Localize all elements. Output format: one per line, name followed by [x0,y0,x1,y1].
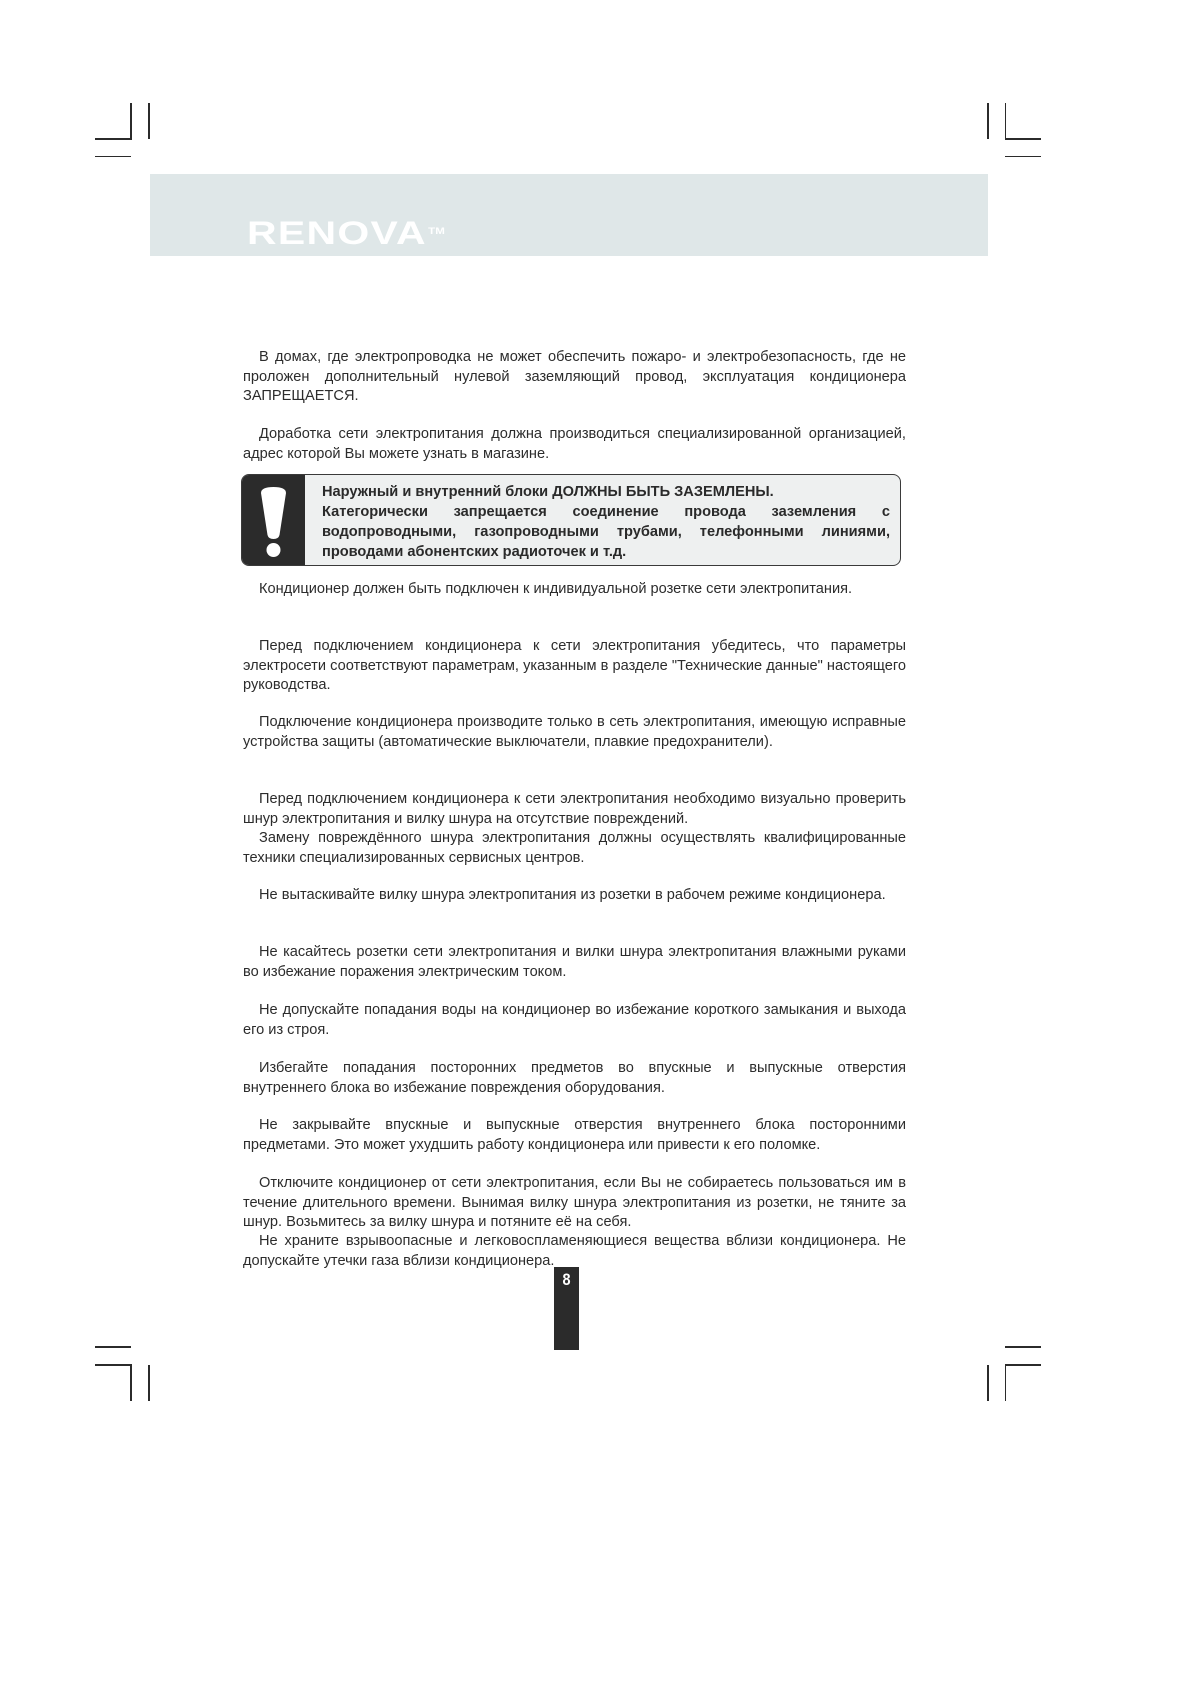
paragraph-text: Избегайте попадания посторонних предметов во впускные и выпускные отверстия внутреннего блока во избежание повреждения оборудования. [243,1060,906,1096]
paragraph-text: Перед подключением кондиционера к сети электропитания необходимо визуально проверить шнур электропитания и вилку шнура на отсутствие повреждений. [243,791,906,827]
crop-mark-bottom-left-h1 [95,1346,131,1348]
paragraph-text: Замену повреждённого шнура электропитания должны осуществлять квалифицированные техники специализированных сервисных центров. [243,830,906,866]
paragraph-do-not-unplug [243,886,906,906]
crop-mark-top-left-h2 [95,156,131,157]
paragraph-replace-cord [243,829,906,868]
warning-icon-panel [242,475,305,565]
paragraph-network-upgrade [243,425,906,464]
paragraph-text: Кондиционер должен быть подключен к индивидуальной розетке сети электропитания. [259,581,853,597]
paragraph-text: Доработка сети электропитания должна производиться специализированной организацией, адрес которой Вы можете узнать в магазине. [243,426,906,462]
paragraph-text: В домах, где электропроводка не может обеспечить пожаро- и электробезопасность, где не проложен дополнительный нулевой заземляющий провод, эксплуатация кондиционера ЗАПРЕЩАЕТСЯ. [243,349,906,404]
warning-text [322,482,890,562]
paragraph-check-parameters [243,637,906,696]
exclamation-icon [242,475,305,565]
paragraph-text: Не закрывайте впускные и выпускные отверстия внутреннего блока посторонними предметами. Это может ухудшить работу кондиционера или привести к его поломке. [243,1117,906,1153]
crop-mark-bottom-left-h2 [95,1364,132,1366]
paragraph-text: Не допускайте попадания воды на кондиционер во избежание короткого замыкания и выхода его из строя. [243,1002,906,1038]
paragraph-protection-devices [243,713,906,752]
crop-mark-top-left-v1 [130,103,132,140]
page-number-tab [554,1267,579,1350]
crop-mark-top-left-v2 [148,103,150,139]
page-number: 8 [562,1270,571,1289]
warning-line-1: Наружный и внутренний блоки ДОЛЖНЫ БЫТЬ ЗАЗЕМЛЕНЫ. [322,484,774,500]
warning-box [241,474,901,566]
crop-mark-bottom-right-v1 [987,1365,989,1401]
paragraph-grounding-required [243,348,906,407]
paragraph-foreign-objects [243,1059,906,1098]
paragraph-wet-hands [243,943,906,982]
paragraph-inspect-cord [243,790,906,829]
crop-mark-bottom-left-v2 [148,1365,150,1401]
paragraph-individual-socket [243,580,906,600]
warning-line-2: Категорически запрещается соединение провода заземления с водопроводными, газопроводными трубами, телефонными линиями, проводами абонентских радиоточек и т.д. [322,504,890,560]
crop-mark-bottom-right-h2 [1005,1364,1041,1366]
crop-mark-top-right-v1 [987,103,989,139]
paragraph-water [243,1001,906,1040]
crop-mark-top-right-h2 [1005,156,1041,157]
paragraph-flammables [243,1232,906,1271]
paragraph-text: Не касайтесь розетки сети электропитания и вилки шнура электропитания влажными руками во избежание поражения электрическим током. [243,944,906,980]
crop-mark-top-right-h1 [1005,138,1041,140]
crop-mark-top-left-h1 [95,138,132,140]
paragraph-text: Отключите кондиционер от сети электропитания, если Вы не собираетесь пользоваться им в течение длительного времени. Вынимая вилку шнура электропитания из розетки, не тяните за шнур. Возьмитесь за вилку шнура и потяните её на себя. [243,1175,906,1230]
brand-name: RENOVA [247,215,427,251]
crop-mark-bottom-left-v1 [130,1364,132,1401]
paragraph-text: Подключение кондиционера производите только в сеть электропитания, имеющую исправные устройства защиты (автоматические выключатели, плавкие предохранители). [243,714,906,750]
trademark-symbol: TM [428,226,445,236]
crop-mark-bottom-right-v2 [1005,1364,1006,1401]
paragraph-disconnect [243,1174,906,1233]
crop-mark-top-right-v2 [1005,103,1006,140]
paragraph-text: Не вытаскивайте вилку шнура электропитания из розетки в рабочем режиме кондиционера. [259,887,886,903]
crop-mark-bottom-right-h1 [1005,1346,1041,1348]
brand-logo [247,216,445,250]
paragraph-do-not-cover [243,1116,906,1155]
paragraph-text: Перед подключением кондиционера к сети электропитания убедитесь, что параметры электросети соответствуют параметрам, указанным в разделе "Технические данные" настоящего руководства. [243,638,906,693]
paragraph-text: Не храните взрывоопасные и легковоспламеняющиеся вещества вблизи кондиционера. Не допускайте утечки газа вблизи кондиционера. [243,1233,906,1269]
